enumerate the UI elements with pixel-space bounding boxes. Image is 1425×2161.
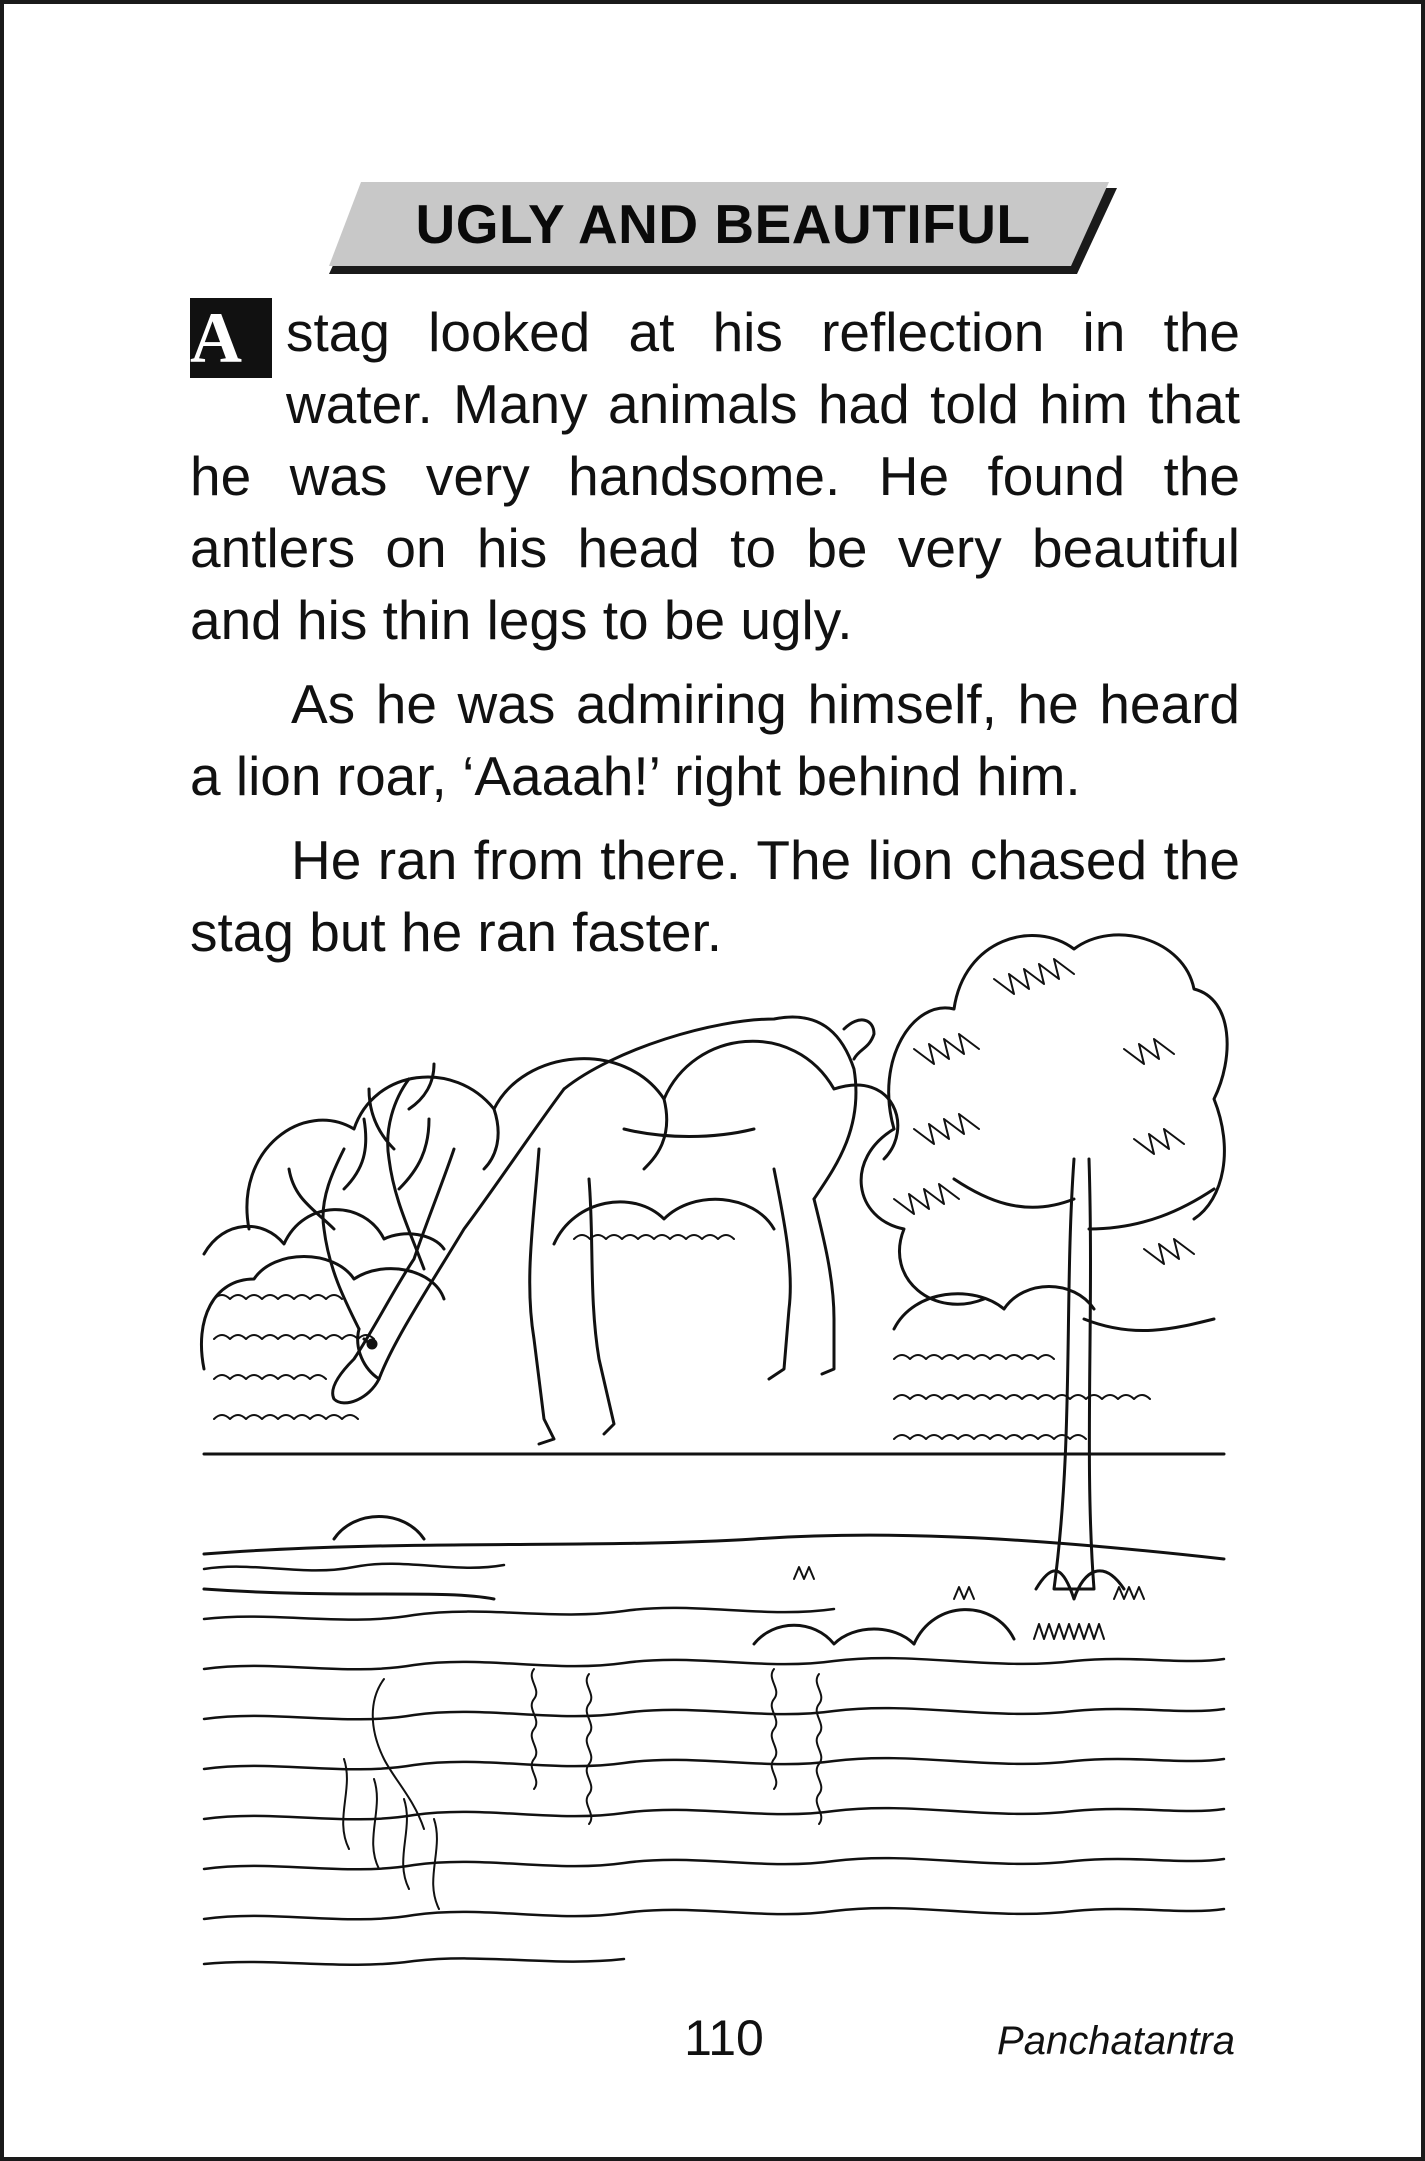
stag-drinking-illustration bbox=[194, 899, 1234, 1989]
paragraph-1 bbox=[190, 296, 1240, 656]
ground bbox=[204, 1517, 1224, 1645]
paragraph-2: As he was admiring himself, he heard a lion roar, ‘Aaaah!’ right behind him. bbox=[190, 673, 1240, 807]
title-banner bbox=[329, 182, 1117, 274]
story-text bbox=[190, 296, 1240, 980]
clouds bbox=[247, 1041, 898, 1229]
drop-cap: A bbox=[190, 298, 272, 378]
stag-reflection bbox=[343, 1669, 821, 1909]
page-number: 110 bbox=[684, 2010, 764, 2066]
paragraph-1-text: stag looked at his reflection in the water. Many animals had told him that he was very handsome. He found the antlers on his head to be very beautiful and his thin legs to be ugly. bbox=[190, 301, 1240, 651]
paragraph-3: He ran from there. The lion chased the stag but he ran faster. bbox=[190, 829, 1240, 963]
story-title: UGLY AND BEAUTIFUL bbox=[415, 193, 1031, 255]
stag bbox=[289, 1017, 874, 1444]
water bbox=[204, 1564, 1224, 1965]
book-name: Panchatantra bbox=[997, 2019, 1235, 2063]
tree bbox=[861, 935, 1227, 1599]
